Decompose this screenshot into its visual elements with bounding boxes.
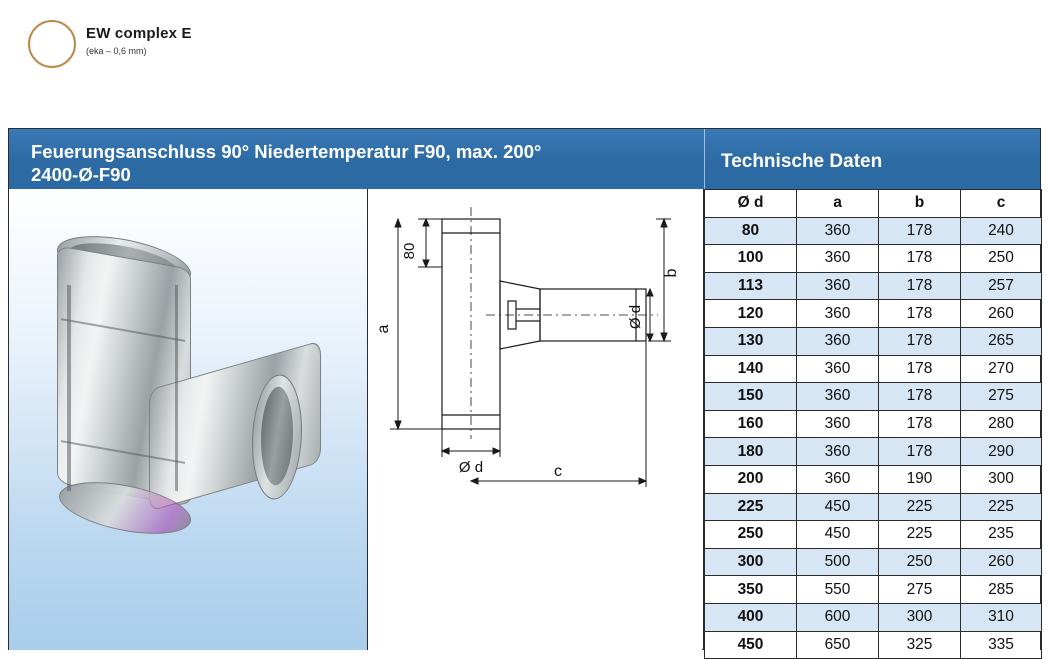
dim-label-diameter-d-right: Ø d	[627, 304, 644, 330]
table-row	[705, 631, 1042, 659]
product-datasheet	[8, 128, 1041, 653]
cell-b: 178	[879, 438, 961, 466]
cell-a: 360	[797, 410, 879, 438]
column-header-c: c	[961, 190, 1042, 218]
table-row	[705, 245, 1042, 273]
cell-b: 178	[879, 355, 961, 383]
cell-diameter: 80	[705, 217, 797, 245]
cell-a: 360	[797, 245, 879, 273]
cell-b: 275	[879, 576, 961, 604]
cell-b: 178	[879, 217, 961, 245]
cell-b: 178	[879, 410, 961, 438]
cell-a: 650	[797, 631, 879, 659]
cell-a: 360	[797, 272, 879, 300]
table-row	[705, 272, 1042, 300]
cell-diameter: 200	[705, 465, 797, 493]
dim-label-diameter-d-bottom: Ø d	[458, 459, 484, 476]
cell-b: 178	[879, 300, 961, 328]
cell-diameter: 130	[705, 327, 797, 355]
table-row	[705, 300, 1042, 328]
brand-subtitle: (eka – 0,6 mm)	[86, 46, 147, 56]
product-title-line2: 2400-Ø-F90	[31, 164, 131, 185]
cell-diameter: 140	[705, 355, 797, 383]
cell-c: 225	[961, 493, 1042, 521]
cell-c: 250	[961, 245, 1042, 273]
table-row	[705, 438, 1042, 466]
technical-data-title: Technische Daten	[721, 151, 883, 172]
column-header-a: a	[797, 190, 879, 218]
product-title	[31, 140, 671, 186]
cell-c: 285	[961, 576, 1042, 604]
table-row	[705, 355, 1042, 383]
cell-a: 360	[797, 300, 879, 328]
cell-c: 265	[961, 327, 1042, 355]
table-row	[705, 548, 1042, 576]
table-row	[705, 465, 1042, 493]
cell-diameter: 100	[705, 245, 797, 273]
cell-b: 190	[879, 465, 961, 493]
cell-c: 300	[961, 465, 1042, 493]
dim-label-b: b	[663, 268, 680, 278]
cell-b: 178	[879, 245, 961, 273]
cell-diameter: 300	[705, 548, 797, 576]
cell-a: 500	[797, 548, 879, 576]
column-header-b: b	[879, 190, 961, 218]
cell-c: 240	[961, 217, 1042, 245]
cell-diameter: 150	[705, 383, 797, 411]
cell-c: 257	[961, 272, 1042, 300]
circle-outline-icon	[28, 20, 76, 68]
cell-b: 300	[879, 603, 961, 631]
cell-diameter: 225	[705, 493, 797, 521]
technical-drawing-panel	[368, 189, 702, 650]
logo-strip	[0, 0, 1049, 110]
technical-data-table-panel	[703, 189, 1040, 653]
product-photo-panel	[9, 189, 368, 650]
cell-b: 178	[879, 383, 961, 411]
table-row	[705, 327, 1042, 355]
table-row	[705, 603, 1042, 631]
technical-drawing	[368, 189, 702, 650]
cell-diameter: 350	[705, 576, 797, 604]
cell-a: 550	[797, 576, 879, 604]
cell-diameter: 160	[705, 410, 797, 438]
cell-b: 325	[879, 631, 961, 659]
cell-b: 178	[879, 272, 961, 300]
cell-diameter: 113	[705, 272, 797, 300]
cell-diameter: 180	[705, 438, 797, 466]
table-body	[705, 217, 1042, 659]
cell-c: 310	[961, 603, 1042, 631]
table-row	[705, 493, 1042, 521]
cell-diameter: 120	[705, 300, 797, 328]
table-row	[705, 383, 1042, 411]
header-divider	[704, 129, 705, 189]
dim-label-80: 80	[401, 242, 418, 260]
cell-a: 360	[797, 465, 879, 493]
cell-diameter: 400	[705, 603, 797, 631]
cell-c: 335	[961, 631, 1042, 659]
cell-c: 275	[961, 383, 1042, 411]
cell-c: 290	[961, 438, 1042, 466]
cell-b: 225	[879, 521, 961, 549]
cell-a: 450	[797, 493, 879, 521]
cell-diameter: 450	[705, 631, 797, 659]
table-header-row	[705, 190, 1042, 218]
cell-a: 360	[797, 355, 879, 383]
cell-a: 360	[797, 438, 879, 466]
datasheet-header	[9, 129, 1040, 189]
cell-a: 450	[797, 521, 879, 549]
product-title-line1: Feuerungsanschluss 90° Niedertemperatur F90, max. 200°	[31, 141, 542, 162]
table-row	[705, 217, 1042, 245]
cell-c: 260	[961, 548, 1042, 576]
cell-b: 225	[879, 493, 961, 521]
technical-data-table	[704, 189, 1042, 659]
cell-c: 235	[961, 521, 1042, 549]
cell-c: 260	[961, 300, 1042, 328]
brand-title: EW complex E	[86, 25, 192, 42]
cell-a: 360	[797, 217, 879, 245]
table-row	[705, 521, 1042, 549]
cell-a: 360	[797, 383, 879, 411]
column-header-diameter: Ø d	[705, 190, 797, 218]
dim-label-a: a	[375, 324, 392, 334]
cell-b: 250	[879, 548, 961, 576]
dim-label-c: c	[554, 463, 562, 480]
table-row	[705, 576, 1042, 604]
cell-diameter: 250	[705, 521, 797, 549]
cell-c: 270	[961, 355, 1042, 383]
cell-b: 178	[879, 327, 961, 355]
cell-c: 280	[961, 410, 1042, 438]
cell-a: 360	[797, 327, 879, 355]
pipe-seam-left	[67, 285, 71, 492]
cell-a: 600	[797, 603, 879, 631]
table-row	[705, 410, 1042, 438]
